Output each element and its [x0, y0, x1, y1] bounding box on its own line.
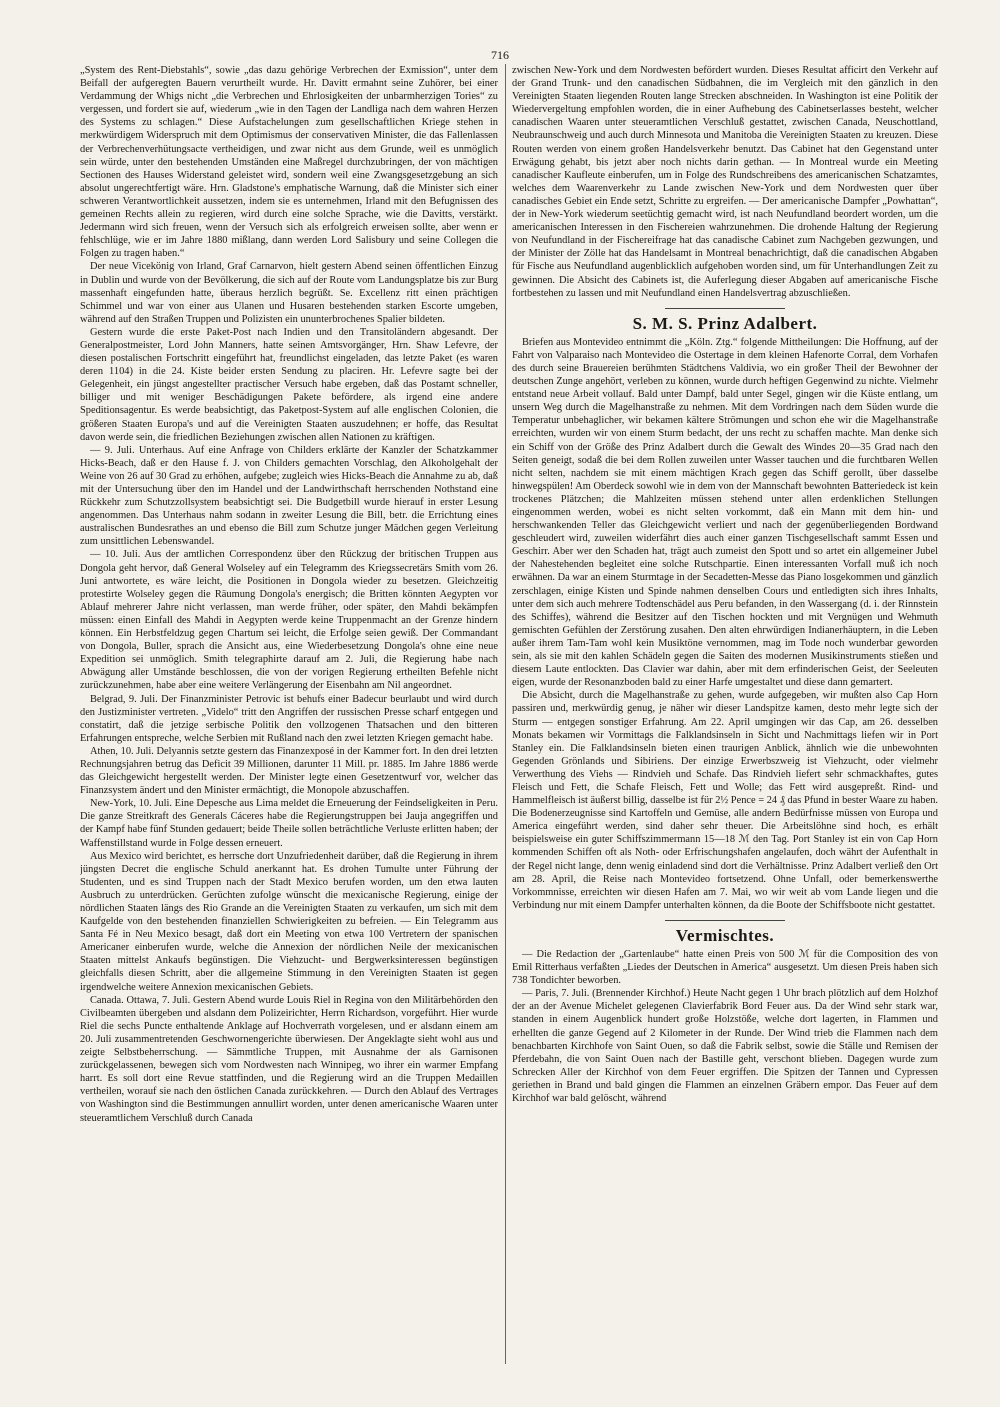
page-number: 716 — [491, 48, 509, 62]
article-paragraph: — 10. Juli. Aus der amtlichen Correspondenz über den Rückzug der britischen Truppen aus Dongola geht hervor, daß General Wolseley auf ein Telegramm des Kriegssecretärs Smith vom 26. Juni antwortete, es wäre leicht, die Positionen in Dongola wieder zu besetzen. Gleichzeitig protestirte Wolseley gegen die Räumung Dongola's energisch; die Britten könnten Aegypten vor Ablauf mehrerer Jahre nicht verlassen, man werde früher, oder später, den Mahdi bekämpfen müssen: einen Einfall des Mahdi in Aegypten werde keine Truppenmacht an der Grenze hindern können. Ein Herbstfeldzug gegen Chartum sei leicht, die Erfolge seien gewiß. Der Commandant von Dongola, Buller, sprach die Ansicht aus, eine Wiederbesetzung Dongola's ohne eine neue Expedition sei unmöglich. Smith telegraphirte darauf am 2. Juli, die Regierung habe nach Abwägung aller Umstände beschlossen, die von der vorigen Regierung ertheilten Befehle nicht zurückzunehmen, habe aber eine weitere Verlängerung der Eisenbahn am Nil angeordnet. — [80, 549, 498, 692]
article-paragraph: Die Absicht, durch die Magelhanstraße zu gehen, wurde aufgegeben, wir mußten also Cap Horn passiren und, merkwürdig genug, je näher wir dieser Landspitze kamen, desto mehr legte sich der Sturm — entgegen sonstiger Erfahrung. Am 22. April umgingen wir das Cap, am 26. desselben Monats bekamen wir Vormittags die Falklandsinseln in Sicht und Nachmittags liefen wir in Port Stanley ein. Die Falklandsinseln bieten einen traurigen Anblick, ähnlich wie die unbewohnten Gegenden Grönlands und Sibiriens. Der einzige Erwerbszweig ist Viehzucht, oder vielmehr Verwerthung des Viehs — Rindvieh und Schafe. Das Rindvieh liefert sehr schmackhaftes, gutes Fleisch und Fett, die Schafe Fleisch, Fett und Wolle; das Fett wird ausgepreßt. Rind- und Hammelfleisch ist äußerst billig, dasselbe ist für 2½ Pence = 24 ₰ das Pfund in bester Waare zu haben. Die Bodenerzeugnisse sind Kartoffeln und Gemüse, alle andern Bedürfnisse müssen von Europa und America eingeführt werden, sind daher sehr theuer. Die Arbeitslöhne sind hoch, es erhält beispielsweise ein guter Schiffszimmermann 15—18 ℳ den Tag. Port Stanley ist ein von Cap Horn kommenden Schiffen oft als Noth- oder Erfrischungshafen angelaufen, doch währt der Aufenthalt in der Regel nicht lange, denn wenig einladend sind dort die Verhältnisse. Prinz Adalbert verließ den Ort am 28. April, die Reise nach Montevideo fortsetzend. Ohne Unfall, oder bemerkenswerthe Vorkommnisse, erreichten wir diesen Hafen am 7. Mai, wo wir weit ab vom Lande liegen und die Verbindung nur mit einem Dampfer unterhalten können, da die Boote der Schiffsboote nicht gestattet. — [512, 690, 938, 911]
left-column — [80, 64, 498, 1384]
section-heading: S. M. S. Prinz Adalbert. — [632, 313, 818, 333]
column-divider — [505, 64, 506, 1364]
article-paragraph: Athen, 10. Juli. Delyannis setzte gestern das Finanzexposé in der Kammer fort. In den drei letzten Rechnungsjahren betrug das Deficit 39 Millionen, darunter 11 Mill. pr. 1885. Im Jahre 1886 werde das Gleichgewicht hergestellt werden. Der Minister legte einen Gesetzentwurf vor, welcher das Finanzsystem ändert und den Minister ermächtigt, die Monopole abzuschaffen. — [80, 745, 498, 797]
article-paragraph: — 9. Juli. Unterhaus. Auf eine Anfrage von Childers erklärte der Kanzler der Schatzkammer Hicks-Beach, daß er den Hause f. J. von Childers gemachten Vorschlag, den Alkoholgehalt der Weine von 26 auf 30 Grad zu erhöhen, aufgebe; zugleich wies Hicks-Beach die Annahme zu ab, daß mit der Untersuchung über den im Handel und der Landwirthschaft herrschenden Nothstand eine Rückkehr zum Schutzzollsystem beabsichtigt sei. Die Budgetbill wurde hierauf in erster Lesung angenommen. Das Unterhaus nahm sodann in zweiter Lesung die Bill, betr. die Errichtung eines australischen Bundesrathes an und ebenso die Bill zum Schutze junger Mädchen gegen Verleitung zum unsittlichen Lebenswandel. — [80, 444, 498, 548]
section-divider — [665, 308, 785, 309]
article-paragraph: zwischen New-York und dem Nordwesten befördert wurden. Dieses Resultat afficirt den Verkehr auf der Grand Trunk- und den canadischen Südbahnen, die im Vergleich mit den gänzlich in den Vereinigten Staaten liegenden Routen lange Strecken abschneiden. In Washington ist eine Politik der Wiedervergeltung empfohlen worden, die in einer Aufhebung des Cabinetserlasses besteht, welcher canadischen Waaren unter steueramtlichen Verschluß gestattet, zwischen Canada, Neuschottland, Neubraunschweig und auch durch Minnesota und Manitoba die Vereinigten Staaten zu kreuzen. Diese Routen werden von einem großen Handelsverkehr benutzt. Das Cabinet hat den Gegenstand unter Erwägung gehabt, bis jetzt aber noch nichts darin gethan. — In Montreal wurde ein Meeting canadischer Kaufleute einberufen, um in Folge des Rundschreibens des americanischen Schatzamtes, welches dem Waarenverkehr zu Lande zwischen New-York und dem Nordwesten quer über canadisches Gebiet ein Ende setzt, Schritte zu ergreifen. — Der americanische Dampfer „Powhattan“, der in New-York wiederum seetüchtig gemacht wird, ist nach Neufundland beordert worden, um die americanischen Interessen in den Fischereien wahrzunehmen. Die drohende Haltung der Regierung von Neufundland in der Fischereifrage hat das canadische Cabinet zum Nachgeben gezwungen, und der Minister der Zölle hat das Handelsamt in Montreal benachrichtigt, daß die canadischen Abgaben für Fische aus Neufundland augenblicklich aufgehoben worden sind, um für Unterhandlungen Zeit zu gewinnen. Die Absicht des Cabinets ist, die Auferlegung dieser Abgaben auf americanische Fische fortbestehen zu lassen und mit Neufundland einen Handelsvertrag abzuschließen. — [512, 65, 938, 299]
article-paragraph: „System des Rent-Diebstahls“, sowie „das dazu gehörige Verbrechen der Exmission“, unter dem Beifall der aufgeregten Bauern verurtheilt wurde. Hr. Davitt ermahnt seine Zuhörer, bei einer Verdammung der Whigs nicht „die Verbrechen und Ehrlosigkeiten der unbarmherzigen Tories“ zu vergessen, und fordert sie auf, wiederum „wie in den Tagen der Landliga nach dem wahren Herzen des Systems zu schlagen.“ Diese Aufstachelungen zum gesellschaftlichen Kriege stehen in merkwürdigem Widerspruch mit dem Optimismus der conservativen Minister, die das Fallenlassen der Verbrechenverhütungsacte vertheidigen, und zwar nicht aus dem Grunde, weil es unmöglich sein würde, unter den bestehenden Umständen eine Maßregel durchzubringen, der von mächtigen Sectionen des Hauses Widerstand geleistet wird, sondern weil eine Zwangsgesetzgebung an sich absolut ungerechtfertigt wäre. Hrn. Gladstone's emphatische Warnung, daß die Minister sich einer schweren Verantwortlichkeit aussetzen, indem sie es unternehmen, Irland mit den Befugnissen des gemeinen Rechts allein zu regieren, wird durch eine solche Sprache, wie die Davitts, verstärkt. Jedermann wird sich freuen, wenn der Versuch sich als erfolgreich erweisen sollte, aber wenn er fehlschlüge, wie er im Jahre 1880 mißlang, dann werden Lord Salisbury und seine Collegen die Folgen zu tragen haben.“ — [80, 65, 498, 260]
article-paragraph: Der neue Vicekönig von Irland, Graf Carnarvon, hielt gestern Abend seinen öffentlichen Einzug in Dublin und wurde von der Bevölkerung, die sich auf der Route vom Landungsplatze bis zur Burg massenhaft eingefunden hatte, überaus herzlich begrüßt. Se. Excellenz ritt einen prächtigen Schimmel und war von einer aus Ulanen und Husaren bestehenden starken Escorte umgeben, während auf den Straßen Truppen und Polizisten ein ununterbrochenes Spalier bildeten. — [80, 261, 498, 325]
right-column — [512, 64, 938, 1384]
section-heading: Vermischtes. — [675, 925, 775, 945]
article-paragraph: — Paris, 7. Juli. (Brennender Kirchhof.) Heute Nacht gegen 1 Uhr brach plötzlich auf dem Holzhof der an der Avenue Michelet gelegenen Clavierfabrik Bord Feuer aus. Da der Wind sehr stark war, standen in einem Augenblick hundert große Holzstöße, welche dort lagerten, in Flammen und erhellten die ganze Gegend auf 2 Kilometer in der Runde. Der Wind trieb die Flammen nach dem benachbarten Kirchhofe von Saint Ouen, so daß die Fabrik selbst, sowie die Ställe und Remisen der Pferdebahn, die von Saint Ouen nach der Bastille geht, verschont blieben. Dagegen wurde zum Schrecken Aller der Kirchhof von dem Feuer ergriffen. Die Spitzen der Tannen und Cypressen geriethen in Brand und bald gingen die Flammen an einzelnen Gräbern empor. Das Feuer auf dem Kirchhof war bald gelöscht, während — [512, 988, 938, 1105]
article-paragraph: Aus Mexico wird berichtet, es herrsche dort Unzufriedenheit darüber, daß die Regierung in ihrem jüngsten Decret die englische Schuld anerkannt hat. Es drohen Tumulte unter Führung der Studenten, und es sind Truppen nach der Stadt Mexico berufen worden, um den etwa lauten Ausbruch zu unterdrücken. Gerüchten zufolge wünscht die mexicanische Regierung, einige der nördlichen Staaten längs des Rio Grande an die Vereinigten Staaten zu verkaufen, um sich mit dem Kaufgelde von den bestehenden finanziellen Schwierigkeiten zu befreien. — Ein Telegramm aus Santa Fé in Neu Mexico besagt, daß dort ein Meeting von etwa 100 Vertretern der spanischen Americaner einberufen wurde, welche die Annexion der nördlichen Neile der mexicanischen Staaten mittelst Ankaufs begünstigen. Die Viehzucht- und Bergwerksinteressen begünstigen gleichfalls diesen Schritt, aber die allgemeine Stimmung in den Vereinigten Staaten ist gegen irgendwelche weitere Annexion mexicanischen Gebiets. — [80, 850, 498, 993]
article-paragraph: Briefen aus Montevideo entnimmt die „Köln. Ztg.“ folgende Mittheilungen: Die Hoffnung, auf der Fahrt von Valparaiso nach Montevideo die Ostertage in dem kleinen Hafenorte Corral, dem Vorhafen des durch seine Brauereien berühmten Städtchens Valdivia, wo ein großer Theil der Bewohner der deutschen Zunge angehört, verleben zu können, wurde durch heftigen Gegenwind zu nichte. Vielmehr entstand neue Arbeit vollauf. Bald unter Dampf, bald unter Segel, gingen wir die Küste entlang, um unsern Weg durch die Magelhanstraße zu nehmen. Mit dem Vordringen nach dem Süden wurde die Temperatur unbehaglicher, wir bekamen kältere Strömungen und schon ehe wir die Magelhanstraße erreichten, wurden wir von einem Sturm bedacht, der uns recht zu schaffen machte. Man denke sich ein Schiff von der Größe des Prinz Adalbert durch die Gewalt des Windes 20—35 Grad nach den Seiten geneigt, sodaß die bei dem Rollen zuweilen unter Wasser tauchen und die furchtbaren Wellen nicht selten, nachdem sie mit einem mächtigen Krach gegen das Schiff gerollt, über dasselbe hinwegspülen! Am Oberdeck sowohl wie in dem von der Mannschaft bewohnten Batteriedeck ist kein trockenes Plätzchen; die Mahlzeiten müssen stehend unter allen erdenklichen Stellungen eingenommen werden, wobei es nicht selten vorkommt, daß ein Mann mit dem hin- und herschwankenden Teller das Gleichgewicht verliert und nach der gegenüberliegenden Bordwand geschleudert wird, zuweilen widerfährt dies auch einer ganzen Tischgesellschaft sammt Essen und Geschirr. Aber wer den Schaden hat, trägt auch zumeist den Spott und so artet ein allgemeiner Jubel der Nahestehenden begleitet eine solche Rutschpartie. Einen interessanten Vorfall muß ich noch erwähnen. Da war an einem Sturmtage in der Secadetten-Messe das Piano losgekommen und gänzlich zerschlagen, einige Kisten und Spinde nahmen denselben Cours und entledigten sich ihres Inhalts, unter dem sich auch mehrere Todtenschädel aus Peru befanden, in den Wassergang (d. i. der Rinnstein des Schiffes), während die Besitzer auf den Tischen hockten und mit Vergnügen und Wehmuth gemischten Gefühlen der Zerstörung zusahen. Den alten ehrwürdigen Indianerhäuptern, in die Leben außer ihrem Tam-Tam wohl kein Musiktöne vernommen, mag im Tode noch wunderbar geworden sein, als sie mit den kahlen Schädeln gegen die Saiten des modernen Musikinstruments stießen und diesem Laute entlockten. Das Clavier war dahin, aber mit dem erfinderischen Geist, der Seeleuten eigen, wurde der Resonanzboden bald zu einer Harfe umgestaltet und diese dann gemartert. — [512, 336, 938, 689]
article-paragraph: New-York, 10. Juli. Eine Depesche aus Lima meldet die Erneuerung der Feindseligkeiten in Peru. Die ganze Streitkraft des Generals Cáceres habe die Regierungstruppen bei Jauja angegriffen und der Kampf habe fünf Stunden gedauert; beide Theile sollen beträchtliche Verluste erlitten haben; der Waffenstillstand wurde in Folge dessen erneuert. — [80, 798, 498, 849]
article-paragraph: Gestern wurde die erste Paket-Post nach Indien und den Transitoländern abgesandt. Der Generalpostmeister, Lord John Manners, hatte seinen Amtsvorgänger, Hrn. Shaw Lefevre, der diesen postalischen Fortschritt eingeführt hat, freundlichst eingeladen, das letzte Paket (es waren deren 1104) in die 24. Kiste beider ersten Sendung zu placiren. Hr. Lefevre sagte bei der Gelegenheit, ein jüngst angestellter practischer Versuch habe ergeben, daß das Postamt schneller, billiger und mit weniger Beschädigungen Pakete befördere, als irgend eine andere Speditionsagentur. Es werde beabsichtigt, das Paketpost-System auf alle englischen Colonien, die größeren Staaten Europa's und auf die Vereinigten Staaten auszudehnen; er hoffe, das Resultat davon werde sein, die friedlichen Beziehungen zwischen allen Nationen zu kräftigen. — [80, 326, 498, 443]
article-paragraph: — Die Redaction der „Gartenlaube“ hatte einen Preis von 500 ℳ für die Composition des von Emil Ritterhaus verfaßten „Liedes der Deutschen in America“ ausgesetzt. Um diesen Preis haben sich 738 Tondichter beworben. — [512, 949, 938, 987]
article-paragraph: Belgrad, 9. Juli. Der Finanzminister Petrovic ist behufs einer Badecur beurlaubt und wird durch den Justizminister vertreten. „Videlo“ tritt den Angriffen der russischen Presse scharf entgegen und constatirt, daß die jetzige serbische Politik den vollzogenen Thatsachen und den bitteren Erfahrungen entspreche, welche Serbien mit Rußland nach den zwei letzten Kriegen gemacht habe. — [80, 693, 498, 744]
section-divider — [665, 920, 785, 921]
article-paragraph: Canada. Ottawa, 7. Juli. Gestern Abend wurde Louis Riel in Regina von den Militärbehörden den Civilbeamten übergeben und alsdann dem Polizeirichter, Herrn Richardson, vorgeführt. Hier wurde Riel die sechs Puncte enthaltende Anklage auf Hochverrath vorgelesen, und er alsdann einem am 20. Juli zusammentretenden Geschwornengerichte überwiesen. Der Angeklagte sieht wohl aus und zeigte Selbstbeherrschung. — Sämmtliche Truppen, mit Ausnahme der als Garnisonen zurückgelassenen, bewegen sich vom Nordwesten nach Winnipeg, wo ihrer ein warmer Empfang harrt. Es soll dort eine Revue stattfinden, und die Regierung wird an die Truppen Medaillen vertheilen, worauf sie nach den östlichen Canada zurückkehren. — Durch den Ablauf des Vertrages von Washington sind die Bestimmungen annullirt worden, unter denen americanische Waaren unter steueramtlichem Verschluß durch Canada — [80, 994, 498, 1124]
